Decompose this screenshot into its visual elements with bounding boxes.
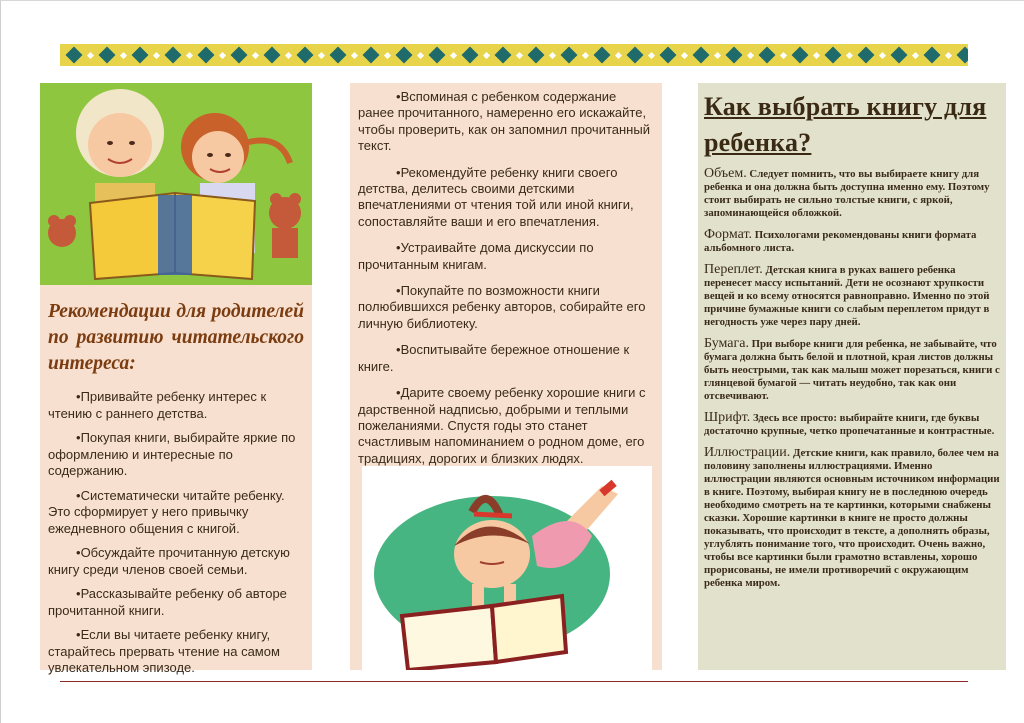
recommendation-item: • Систематически читайте ребенку. Это сформирует у него привычку ежедневного общения с книгой. <box>48 488 304 538</box>
recommendation-item: • Воспитывайте бережное отношение к книге. <box>358 342 652 375</box>
band-dot <box>549 51 556 58</box>
band-dot <box>615 51 622 58</box>
recommendation-item: • Если вы читаете ребенку книгу, старайтесь прервать чтение на самом увлекательном эпизоде. <box>48 627 304 677</box>
band-diamond <box>825 47 842 64</box>
band-dot <box>483 51 490 58</box>
band-dot <box>714 51 721 58</box>
recommendation-item: • Прививайте ребенку интерес к чтению с раннего детства. <box>48 389 304 422</box>
band-dot <box>747 51 754 58</box>
criteria-text: Психологами рекомендованы книги формата альбомного листа. <box>704 229 977 254</box>
bottom-divider <box>60 681 968 682</box>
ornamental-border <box>60 44 968 66</box>
criteria-item <box>704 263 1000 329</box>
band-dot <box>219 51 226 58</box>
band-diamond <box>759 47 776 64</box>
band-diamond <box>66 47 83 64</box>
band-dot <box>87 51 94 58</box>
criteria-heading: Шрифт. <box>704 410 751 425</box>
band-diamond <box>363 47 380 64</box>
recommendation-item: • Рекомендуйте ребенку книги своего детства, делитесь своими детскими впечатлениями от чтения той или иной книги, сопоставляйте ваши и его впечатления. <box>358 165 652 231</box>
criteria-text: Детская книга в руках вашего ребенка перенесет массу испытаний. Дети не осознают хрупкости вещей и ко всему относятся равноправно. Именно по этой причине бумажные книги со слабым переплетом придут в негодность уже через пару дней. <box>704 264 990 328</box>
choose-book-title: Как выбрать книгу для ребенка? <box>704 92 987 157</box>
band-dot <box>945 51 952 58</box>
band-dot <box>912 51 919 58</box>
band-diamond <box>429 47 446 64</box>
criteria-item <box>704 446 1000 590</box>
band-dot <box>186 51 193 58</box>
band-dot <box>417 51 424 58</box>
band-diamond <box>957 47 968 64</box>
band-dot <box>285 51 292 58</box>
band-dot <box>879 51 886 58</box>
band-diamond <box>264 47 281 64</box>
band-diamond <box>165 47 182 64</box>
middle-column <box>350 83 662 670</box>
criteria-heading: Формат. <box>704 227 753 242</box>
band-dot <box>450 51 457 58</box>
band-diamond <box>396 47 413 64</box>
right-column <box>698 83 1006 670</box>
criteria-heading: Бумага. <box>704 336 749 351</box>
band-dot <box>351 51 358 58</box>
band-diamond <box>726 47 743 64</box>
criteria-item <box>704 167 1000 220</box>
band-dot <box>648 51 655 58</box>
criteria-text: Детские книги, как правило, более чем на половину заполнены иллюстрациями. Именно иллюстрации являются основным источником информации в книге. Поэтому, выбирая книгу не в последнюю очередь необходимо смотреть на те картинки, которыми снабжены сказки. Хорошие картинки в книге не просто должны показывать, что происходит в тексте, а дополнять образы, углублять понимание того, что происходит. Очень важно, чтобы все картинки были грамотно вставлены, хорошо прорисованы, не имели противоречий с окружающим ребенка миром. <box>704 447 1000 589</box>
recommendation-item: • Обсуждайте прочитанную детскую книгу среди членов своей семьи. <box>48 545 304 578</box>
band-diamond <box>462 47 479 64</box>
left-column <box>40 83 312 675</box>
band-diamond <box>231 47 248 64</box>
band-diamond <box>297 47 314 64</box>
band-diamond <box>891 47 908 64</box>
recommendation-item: • Дарите своему ребенку хорошие книги с дарственной надписью, добрыми и теплыми пожеланиями. Спустя годы это станет счастливым напоминанием о родном доме, его традициях, дорогих и близких людях. <box>358 385 652 467</box>
band-dot <box>813 51 820 58</box>
band-diamond <box>858 47 875 64</box>
girl-reading-illustration <box>362 466 652 670</box>
recommendation-item: • Вспоминая с ребенком содержание ранее прочитанного, намеренно его искажайте, чтобы проверить, как он запомнил прочитанный текст. <box>358 89 652 155</box>
band-diamond <box>561 47 578 64</box>
band-diamond <box>132 47 149 64</box>
band-diamond <box>330 47 347 64</box>
criteria-item <box>704 228 1000 255</box>
recommendation-item: • Покупайте по возможности книги полюбившихся ребенку авторов, собирайте его личную библиотеку. <box>358 283 652 332</box>
parent-recommendations-panel <box>40 285 312 675</box>
band-diamond <box>198 47 215 64</box>
band-dot <box>846 51 853 58</box>
criteria-heading: Иллюстрации. <box>704 445 791 460</box>
criteria-heading: Объем. <box>704 166 747 181</box>
criteria-item <box>704 411 1000 438</box>
band-dot <box>153 51 160 58</box>
band-diamond <box>594 47 611 64</box>
recommendation-item: • Покупая книги, выбирайте яркие по оформлению и интересные по содержанию. <box>48 430 304 480</box>
band-diamond <box>495 47 512 64</box>
band-diamond <box>924 47 941 64</box>
criteria-text: Здесь все просто: выбирайте книги, где буквы достаточно крупные, четко пропечатанные и контрастные. <box>704 412 995 437</box>
band-diamond <box>627 47 644 64</box>
recommendation-item: • Устраивайте дома дискуссии по прочитанным книгам. <box>358 240 652 273</box>
band-dot <box>780 51 787 58</box>
band-dot <box>582 51 589 58</box>
band-dot <box>681 51 688 58</box>
band-dot <box>252 51 259 58</box>
recommendations-heading: Рекомендации для родителей по развитию читательского интереса: <box>48 301 304 374</box>
band-dot <box>318 51 325 58</box>
criteria-text: Следует помнить, что вы выбираете книгу для ребенка и она должна быть доступна именно ему. Поэтому стоит выбирать не сильно толстые книги, с яркой, запоминающейся обложкой. <box>704 168 990 219</box>
criteria-item <box>704 337 1000 403</box>
band-diamond <box>528 47 545 64</box>
children-reading-illustration <box>40 83 312 285</box>
band-diamond <box>660 47 677 64</box>
band-diamond <box>792 47 809 64</box>
criteria-text: При выборе книги для ребенка, не забывайте, что бумага должна быть белой и плотной, края листов должны быть неострыми, так как малыш может порезаться, книги с глянцевой бумагой — читать неудобно, так как они отсвечивают. <box>704 338 1000 402</box>
recommendation-item: • Рассказывайте ребенку об авторе прочитанной книги. <box>48 586 304 619</box>
band-dot <box>384 51 391 58</box>
band-diamond <box>693 47 710 64</box>
band-dot <box>516 51 523 58</box>
band-dot <box>120 51 127 58</box>
criteria-heading: Переплет. <box>704 262 763 277</box>
band-diamond <box>99 47 116 64</box>
